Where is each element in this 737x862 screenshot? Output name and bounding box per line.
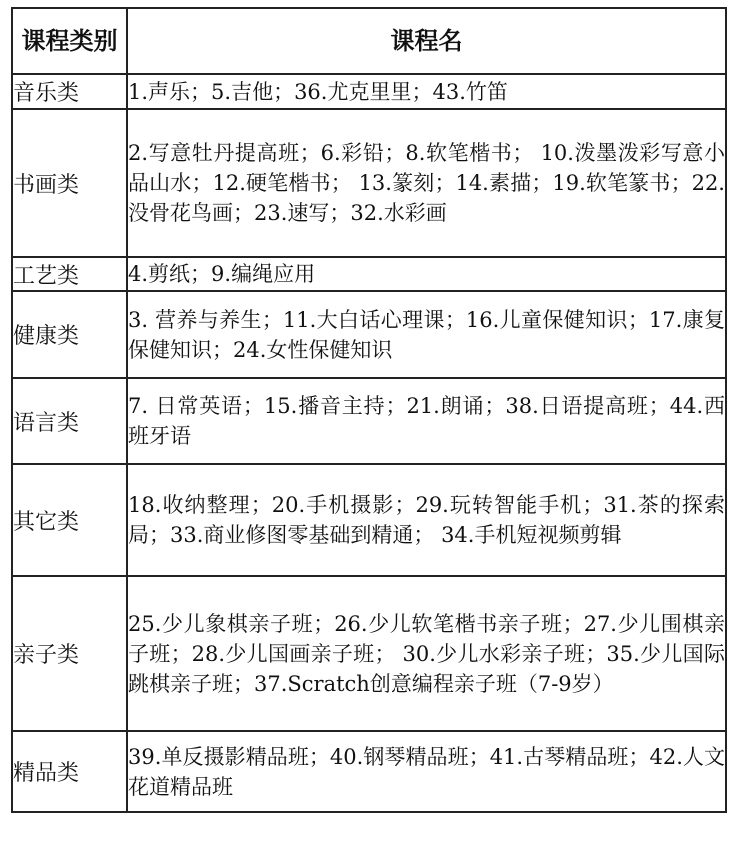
- category-cell: 精品类: [12, 731, 127, 812]
- courses-cell: 39.单反摄影精品班；40.钢琴精品班；41.古琴精品班；42.人文花道精品班: [127, 731, 726, 812]
- category-cell: 健康类: [12, 291, 127, 378]
- table-row: [12, 378, 726, 464]
- table-row: [12, 74, 726, 109]
- courses-cell: 3. 营养与养生；11.大白话心理课；16.儿童保健知识；17.康复保健知识；24.女性保健知识: [127, 291, 726, 378]
- courses-cell: 4.剪纸；9.编绳应用: [127, 257, 726, 291]
- category-cell: 语言类: [12, 378, 127, 464]
- table-row: [12, 109, 726, 257]
- table-row: [12, 257, 726, 291]
- table-row: [12, 576, 726, 731]
- category-cell: 音乐类: [12, 74, 127, 109]
- category-cell: 其它类: [12, 464, 127, 576]
- category-cell: 工艺类: [12, 257, 127, 291]
- header-category: 课程类别: [12, 8, 127, 74]
- table-row: [12, 464, 726, 576]
- table-header-row: [12, 8, 726, 74]
- category-cell: 亲子类: [12, 576, 127, 731]
- header-course-names: 课程名: [127, 8, 726, 74]
- courses-cell: 2.写意牡丹提高班；6.彩铅；8.软笔楷书； 10.泼墨泼彩写意小品山水；12.硬笔楷书； 13.篆刻；14.素描；19.软笔篆书；22.没骨花鸟画；23.速写；32.水彩画: [127, 109, 726, 257]
- course-category-table: [11, 7, 727, 813]
- table-row: [12, 291, 726, 378]
- courses-cell: 7. 日常英语；15.播音主持；21.朗诵；38.日语提高班；44.西班牙语: [127, 378, 726, 464]
- courses-cell: 25.少儿象棋亲子班；26.少儿软笔楷书亲子班；27.少儿围棋亲子班；28.少儿国画亲子班； 30.少儿水彩亲子班；35.少儿国际跳棋亲子班；37.Scratch创意编程亲子班（7-9岁）: [127, 576, 726, 731]
- table-row: [12, 731, 726, 812]
- category-cell: 书画类: [12, 109, 127, 257]
- courses-cell: 1.声乐；5.吉他；36.尤克里里；43.竹笛: [127, 74, 726, 109]
- courses-cell: 18.收纳整理；20.手机摄影；29.玩转智能手机；31.茶的探索局；33.商业修图零基础到精通； 34.手机短视频剪辑: [127, 464, 726, 576]
